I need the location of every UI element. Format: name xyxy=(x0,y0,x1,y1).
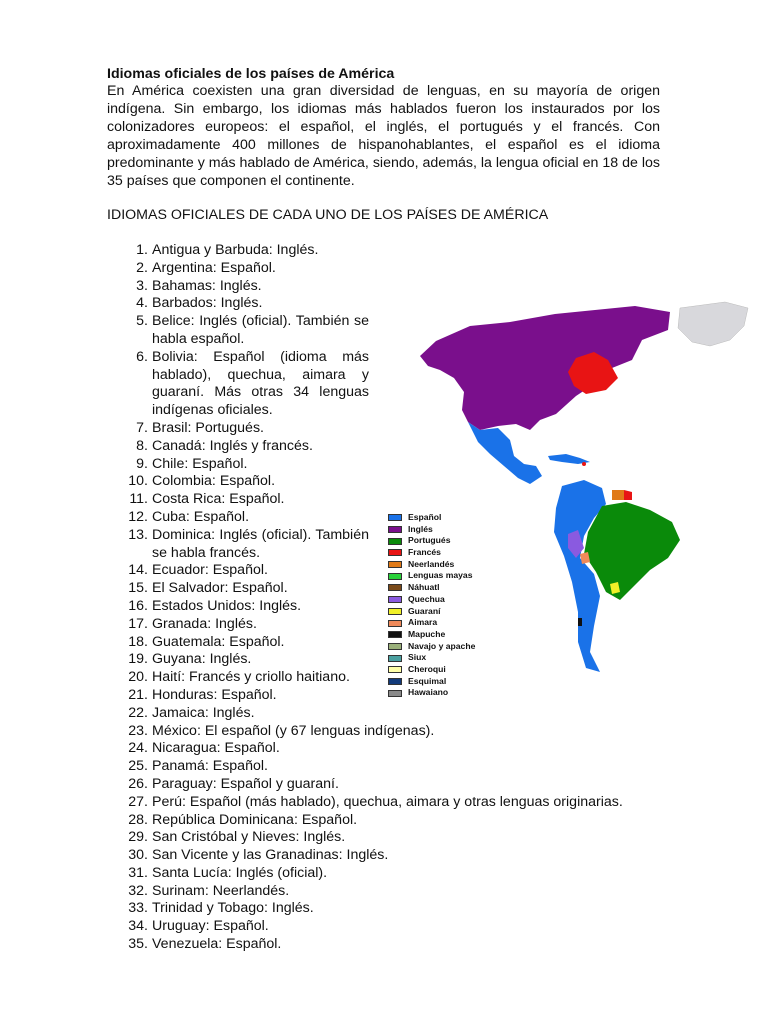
list-item: 30. San Vicente y las Granadinas: Inglés. xyxy=(128,847,389,864)
list-item: 27. Perú: Español (más hablado), quechua, aimara y otras lenguas originarias. xyxy=(128,793,623,810)
legend-item: Náhuatl xyxy=(388,582,475,594)
list-item: 31. Santa Lucía: Inglés (oficial). xyxy=(128,864,328,881)
legend-item: Español xyxy=(388,512,475,524)
legend-swatch xyxy=(388,549,402,556)
legend-swatch xyxy=(388,526,402,533)
list-item: 14. Ecuador: Español. xyxy=(128,562,268,579)
list-item: 1. Antigua y Barbuda: Inglés. xyxy=(136,242,319,258)
list-item: 17. Granada: Inglés. xyxy=(128,615,257,632)
list-item: 32. Surinam: Neerlandés. xyxy=(128,882,290,899)
list-item: 28. República Dominicana: Español. xyxy=(128,811,358,828)
list-item: 19. Guyana: Inglés. xyxy=(128,651,252,668)
list-item: 35. Venezuela: Español. xyxy=(128,936,282,953)
map-region-mapuche xyxy=(578,618,582,626)
list-item: 8. Canadá: Inglés y francés. xyxy=(136,437,313,454)
legend-item: Esquimal xyxy=(388,676,475,688)
map-region-spanish-mexico xyxy=(468,422,542,484)
map-region-portuguese-brazil xyxy=(584,502,680,600)
list-item: 23. México: El español (y 67 lenguas indígenas). xyxy=(128,722,435,739)
list-item: 6. Bolivia: Español (idioma más hablado), quechua, aimara y guaraní. Más otras 34 lenguas indígenas oficiales. xyxy=(136,348,369,419)
map-region-greenland xyxy=(678,302,748,346)
list-item: 13. Dominica: Inglés (oficial). También se habla francés. xyxy=(128,526,369,561)
list-item: 24. Nicaragua: Español. xyxy=(128,740,280,757)
legend-swatch xyxy=(388,596,402,603)
legend-item: Aimara xyxy=(388,617,475,629)
legend-swatch xyxy=(388,584,402,591)
legend-item: Navajo y apache xyxy=(388,641,475,653)
list-item: 20. Haití: Francés y criollo haitiano. xyxy=(128,669,350,686)
legend-item: Inglés xyxy=(388,524,475,536)
list-item: 15. El Salvador: Español. xyxy=(128,580,288,597)
map-region-english-north xyxy=(420,306,670,430)
legend-item: Siux xyxy=(388,652,475,664)
list-item: 4. Barbados: Inglés. xyxy=(136,295,263,312)
list-item: 33. Trinidad y Tobago: Inglés. xyxy=(128,900,314,917)
legend-swatch xyxy=(388,573,402,580)
map-legend xyxy=(388,512,475,699)
legend-swatch xyxy=(388,561,402,568)
document-title: Idiomas oficiales de los países de América xyxy=(107,66,395,82)
map-region-suriname xyxy=(612,490,624,500)
legend-swatch xyxy=(388,538,402,545)
legend-swatch xyxy=(388,631,402,638)
map-region-haiti xyxy=(582,462,586,466)
legend-item: Neerlandés xyxy=(388,559,475,571)
map-region-french-guiana xyxy=(624,490,632,500)
legend-swatch xyxy=(388,620,402,627)
legend-item: Mapuche xyxy=(388,629,475,641)
legend-item: Hawaiano xyxy=(388,687,475,699)
legend-item: Cheroqui xyxy=(388,664,475,676)
list-item: 9. Chile: Español. xyxy=(136,455,248,472)
list-item: 10. Colombia: Español. xyxy=(128,473,276,490)
legend-swatch xyxy=(388,690,402,697)
list-item: 7. Brasil: Portugués. xyxy=(136,419,264,436)
list-item: 12. Cuba: Español. xyxy=(128,508,250,525)
legend-item: Quechua xyxy=(388,594,475,606)
section-heading: IDIOMAS OFICIALES DE CADA UNO DE LOS PAÍSES DE AMÉRICA xyxy=(107,207,549,223)
list-item: 34. Uruguay: Español. xyxy=(128,918,269,935)
list-item: 29. San Cristóbal y Nieves: Inglés. xyxy=(128,829,346,846)
list-item: 11. Costa Rica: Español. xyxy=(129,491,285,508)
legend-swatch xyxy=(388,678,402,685)
list-item: 26. Paraguay: Español y guaraní. xyxy=(128,775,339,792)
legend-swatch xyxy=(388,655,402,662)
legend-item: Guaraní xyxy=(388,606,475,618)
legend-item: Francés xyxy=(388,547,475,559)
intro-paragraph: En América coexisten una gran diversidad de lenguas, en su mayoría de origen indígena. Sin embargo, los idiomas más hablados fueron los instaurados por los colonizadores europeos: el español, el inglés, el portugués y el francés. Con aproximadamente 400 millones de hispanohablantes, el español es el idioma predominante y más hablado de América, siendo, además, la lengua oficial en 18 de los 35 países que componen el continente. xyxy=(107,83,660,189)
legend-swatch xyxy=(388,514,402,521)
legend-item: Portugués xyxy=(388,535,475,547)
list-item: 25. Panamá: Español. xyxy=(128,758,268,775)
legend-item: Lenguas mayas xyxy=(388,570,475,582)
list-item: 18. Guatemala: Español. xyxy=(128,633,285,650)
list-item: 21. Honduras: Español. xyxy=(128,686,277,703)
legend-swatch xyxy=(388,608,402,615)
list-item: 2. Argentina: Español. xyxy=(136,259,276,276)
list-item: 5. Belice: Inglés (oficial). También se habla español. xyxy=(136,313,369,347)
list-item: 22. Jamaica: Inglés. xyxy=(128,704,255,721)
legend-swatch xyxy=(388,643,402,650)
list-item: 3. Bahamas: Inglés. xyxy=(136,277,262,294)
list-item: 16. Estados Unidos: Inglés. xyxy=(128,597,302,614)
legend-swatch xyxy=(388,666,402,673)
